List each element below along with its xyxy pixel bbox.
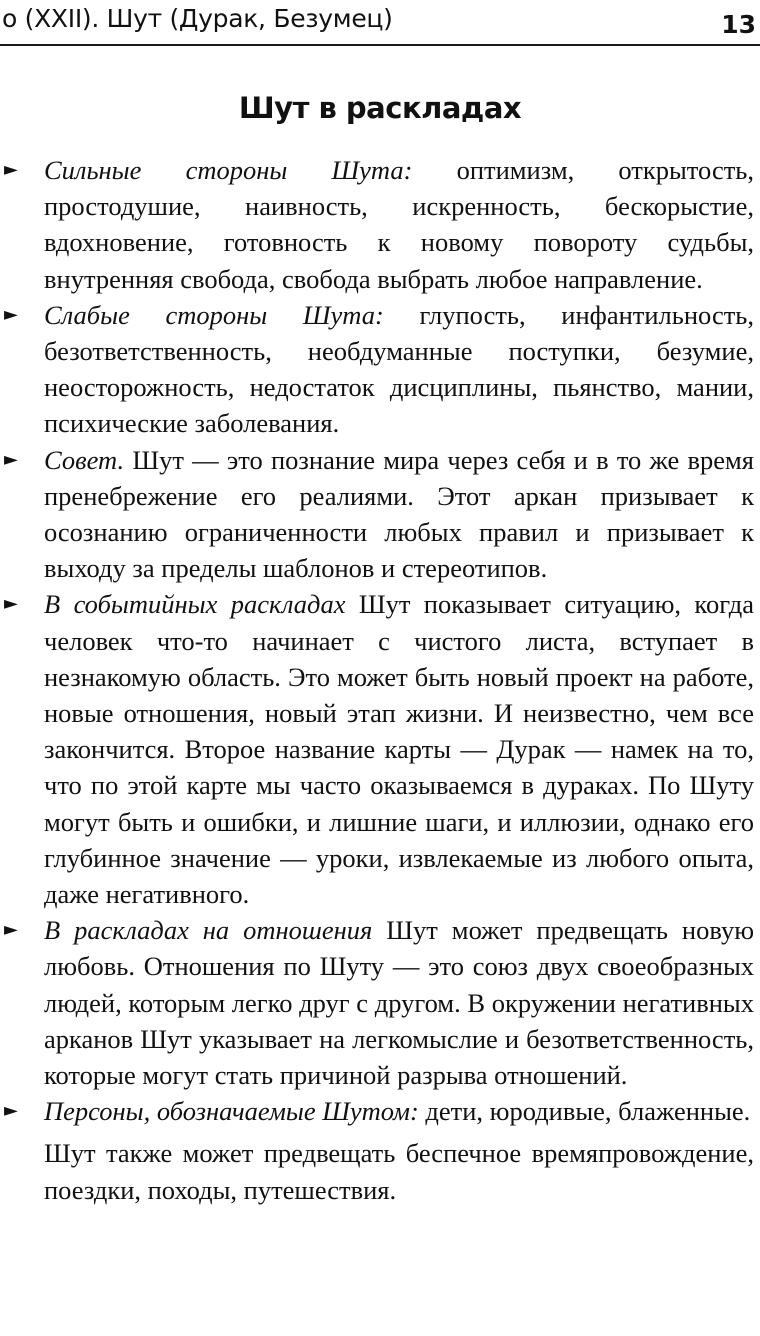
running-title: о (XXII). Шут (Дурак, Безумец) [2, 4, 393, 33]
item-text: Шут показывает ситуацию, когда человек что-то начинает с чистого листа, вступает в незнакомую область. Это может быть новый проект на работе, новые отношения, новый этап жизни. И неизвестно, чем все закончится. Второе название карты — Дурак — намек на то, что по этой карте мы часто оказываемся в дураках. По Шуту могут быть и ошибки, и лишние шаги, и иллюзии, однако его глубинное значение — уроки, извлекаемые из любого опыта, даже негативного. [44, 589, 754, 910]
bullet-arrow-icon: ► [4, 159, 18, 180]
item-lead: Сильные стороны Шута: [44, 155, 413, 185]
item-lead: Слабые стороны Шута: [44, 299, 384, 330]
bullet-arrow-icon: ► [4, 448, 18, 470]
list-item-weaknesses [0, 297, 760, 442]
item-lead: В раскладах на отношения [44, 915, 373, 946]
list-item-event-spreads [0, 586, 760, 912]
item-lead: Персоны, обозначаемые Шутом: [44, 1096, 419, 1127]
item-text: Шут может предвещать новую любовь. Отношения по Шуту — это союз двух своеобразных людей, которым легко друг с другом. В окружении негативных арканов Шут указывает на легкомыслие и безответственность, которые могут стать причиной разрыва отношений. [44, 915, 754, 1091]
item-text: оптимизм, открытость, простодушие, наивность, искренность, бескорыстие, вдохновение, готовность к новому повороту судьбы, внутренняя свобода, свобода выбрать любое направление. [44, 155, 754, 294]
bullet-arrow-icon: ► [4, 593, 18, 615]
body-text [0, 152, 760, 1208]
item-text: глупость, инфантильность, безответственность, необдуманные поступки, безумие, неосторожность, недостаток дисциплины, пьянство, мании, психические заболевания. [44, 299, 754, 439]
bullet-arrow-icon: ► [4, 1100, 18, 1122]
item-lead: В событийных раскладах [44, 589, 346, 620]
item-text: Шут — это познание мира через себя и в то же время пренебрежение его реалиями. Этот аркан призывает к осознанию ограниченности любых правил и призывает к выходу за пределы шаблонов и стереотипов. [44, 444, 754, 584]
running-header [0, 0, 760, 46]
list-item-relationship-spreads [0, 912, 760, 1093]
bullet-arrow-icon: ► [4, 919, 18, 941]
page-number: 13 [721, 10, 756, 39]
item-lead: Совет. [44, 444, 125, 475]
section-title: Шут в раскладах [238, 91, 522, 125]
list-item-advice [0, 442, 760, 587]
item-text: дети, юродивые, блаженные. [418, 1096, 751, 1127]
closing-paragraph: Шут также может предвещать беспечное времяпровождение, поездки, походы, путешествия. [44, 1138, 754, 1205]
list-item-strengths [0, 152, 760, 297]
list-item-persons [0, 1093, 760, 1129]
bullet-arrow-icon: ► [4, 303, 18, 325]
